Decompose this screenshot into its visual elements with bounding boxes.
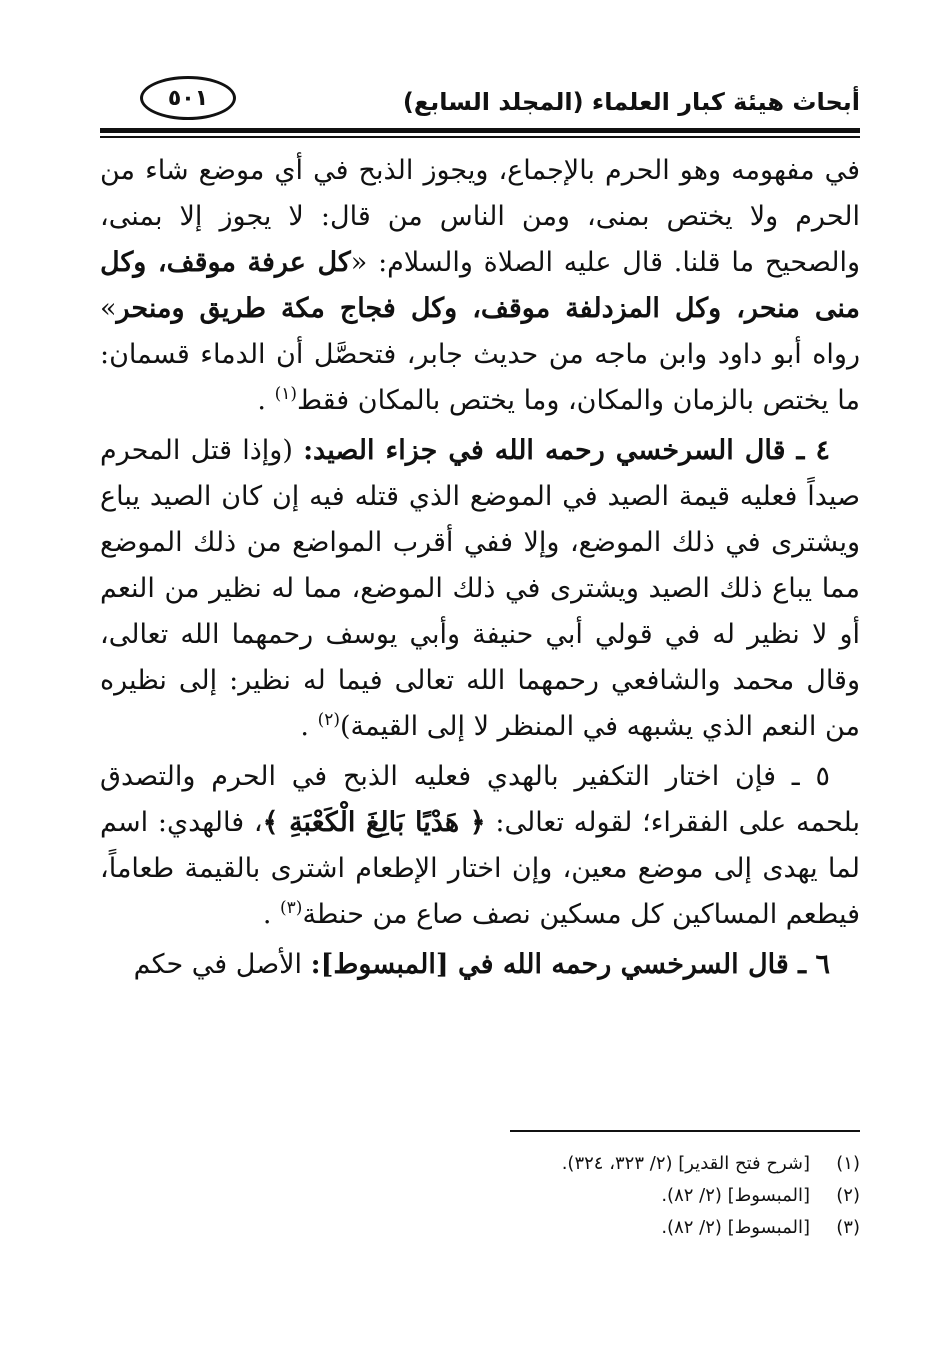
paragraph-1-text-cont: » رواه أبو داود وابن ماجه من حديث جابر، فتحصَّل أن الدماء قسمان: ما يختص بالزمان والمكان، وما يختص بالمكان فقط [100, 293, 860, 416]
footnote-text: [المبسوط] (٢/ ٨٢). [661, 1217, 810, 1238]
paragraph-1-end: . [257, 385, 275, 416]
header-rule [100, 128, 860, 133]
paragraph-3-text-cont: ، فالهدي: اسم لما يهدى إلى موضع معين، وإن اختار الإطعام اشترى بالقيمة طعاماً، فيطعم المساكين كل مسكين نصف صاع من حنطة [100, 807, 860, 930]
paragraph-3-end: . [262, 899, 281, 930]
page-number: ٥٠١ [140, 76, 236, 120]
footnote-2 [100, 1180, 860, 1212]
hadith-quote: كل عرفة موقف، وكل منى منحر، وكل المزدلفة موقف، وكل فجاج مكة طريق ومنحر [100, 247, 860, 324]
paragraph-4-heading: ٦ ـ قال السرخسي رحمه الله في [المبسوط]: [310, 949, 830, 980]
paragraph-3 [100, 754, 860, 938]
footnote-ref-2[interactable]: (٢) [317, 710, 341, 730]
footnote-separator [510, 1130, 860, 1132]
footnote-text: [شرح فتح القدير] (٢/ ٣٢٣، ٣٢٤). [561, 1153, 810, 1174]
paragraph-4-text: الأصل في حكم [133, 949, 311, 980]
body-text [100, 148, 860, 992]
paragraph-2-end: . [300, 711, 318, 742]
paragraph-2-heading: ٤ ـ قال السرخسي رحمه الله في جزاء الصيد: [303, 435, 830, 466]
footnote-text: [المبسوط] (٢/ ٨٢). [661, 1185, 810, 1206]
footnote-number: (٢) [836, 1185, 860, 1206]
footnote-ref-1[interactable]: (١) [274, 384, 297, 404]
running-header-title: أبحاث هيئة كبار العلماء (المجلد السابع) [402, 88, 860, 116]
footnote-3 [100, 1212, 860, 1244]
paragraph-3-text: ٥ ـ فإن اختار التكفير بالهدي فعليه الذبح في الحرم والتصدق بلحمه على الفقراء؛ لقوله تعالى: [100, 761, 860, 838]
footnote-number: (٣) [836, 1217, 860, 1238]
paragraph-4 [100, 942, 860, 988]
quran-verse: ﴿ هَدْيًا بَالِغَ الْكَعْبَةِ ﴾ [262, 807, 486, 838]
page-header [100, 76, 860, 136]
paragraph-2 [100, 428, 860, 750]
footnote-1 [100, 1148, 860, 1180]
footnote-number: (١) [836, 1153, 860, 1174]
paragraph-1-text: في مفهومه وهو الحرم بالإجماع، ويجوز الذبح في أي موضع شاء من الحرم ولا يختص بمنى، ومن الناس من قال: لا يجوز إلا بمنى، والصحيح ما قلنا. قال عليه الصلاة والسلام: « [100, 155, 861, 278]
paragraph-2-text: (وإذا قتل المحرم صيداً فعليه قيمة الصيد في الموضع الذي قتله فيه إن كان الصيد يباع ويشترى في ذلك الموضع، وإلا ففي أقرب المواضع من ذلك الموضع مما يباع ذلك الصيد ويشترى في ذلك الموضع، مما له نظير من النعم أو لا نظير له في قولي أبي حنيفة وأبي يوسف رحمهما الله تعالى، وقال محمد والشافعي رحمهما الله تعالى فيما له نظير: إلى نظيره من النعم الذي يشبهه في المنظر لا إلى القيمة) [100, 435, 860, 742]
footnotes [100, 1148, 860, 1244]
footnote-ref-3[interactable]: (٣) [280, 898, 303, 918]
header-rule-thin [100, 136, 860, 138]
paragraph-1 [100, 148, 860, 424]
